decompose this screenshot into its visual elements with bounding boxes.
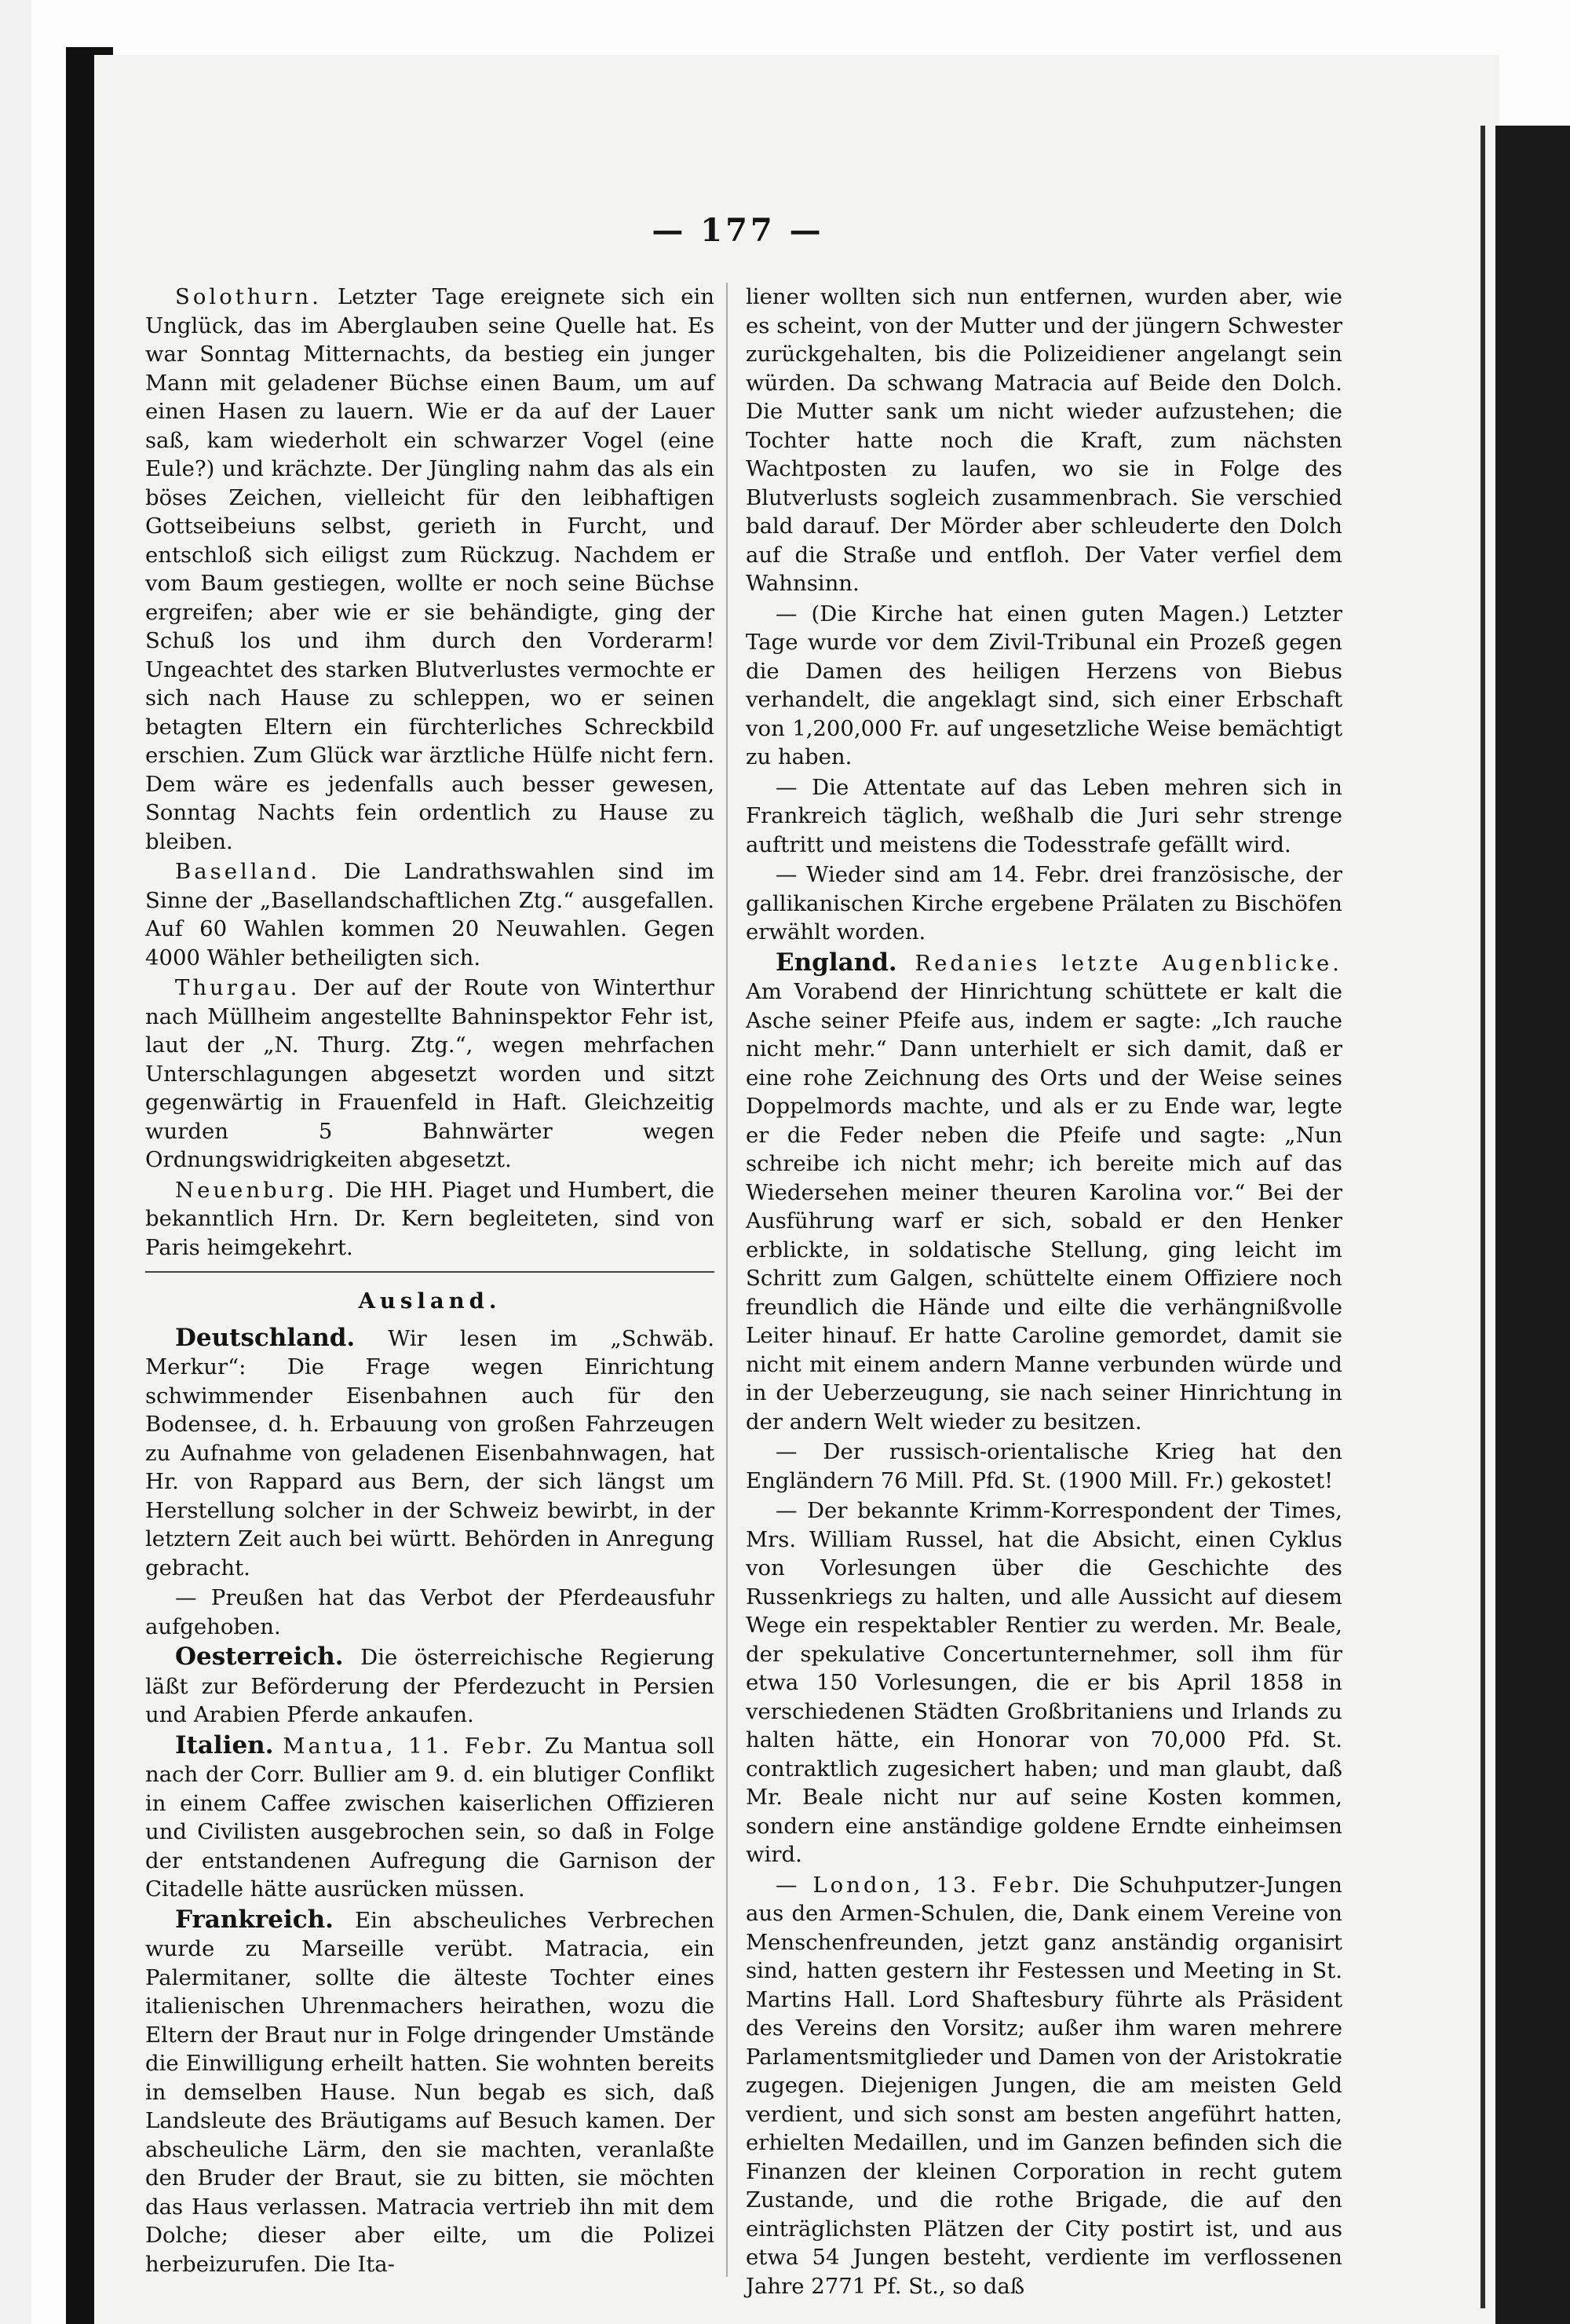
article-neuenburg xyxy=(145,1176,714,1262)
place-baselland: Baselland. xyxy=(175,859,321,884)
article-deutschland xyxy=(145,1324,714,1583)
article-oesterreich xyxy=(145,1643,714,1730)
text-deutschland: Wir lesen im „Schwäb. Merkur“: Die Frage wegen Einrichtung schwimmender Eisenbahnen auch für den Bodensee, d. h. Erbauung von großen Fahrzeugen zu Aufnahme von geladenen Eisenbahnwagen, hat Hr. von Rappard aus Bern, der sich längst um Herstellung solcher in der Schweiz bewirbt, in der letztern Zeit auch bei württ. Behörden in Anregung gebracht. xyxy=(145,1325,714,1580)
place-solothurn: Solothurn. xyxy=(175,284,322,309)
subhead-england: Redanies letzte Augenblicke. xyxy=(915,950,1342,976)
left-column xyxy=(145,283,714,2280)
text-neuenburg: Die HH. Piaget und Humbert, die bekanntlich Hrn. Dr. Kern begleiteten, sind von Paris heimgekehrt. xyxy=(145,1177,714,1260)
text-london: Die Schuhputzer-Jungen aus den Armen-Schulen, die, Dank einem Vereine von Menschenfreunden, jetzt ganz anständig organisirt sind, hatten gestern ihr Festessen und Meeting in St. Martins Hall. Lord Shaftesbury führte als Präsident des Vereins den Vorsitz; außer ihm waren mehrere Parlamentsmitglieder und Damen von der Aristokratie zugegen. Diejenigen Jungen, die am meisten Geld verdient, und sich sonst am besten angeführt hatten, erhielten Medaillen, und im Ganzen befinden sich die Finanzen der kleinen Corporation in recht gutem Zustande, und die rothe Brigade, die auf den einträglichsten Plätzen der City postirt ist, und aus etwa 54 Jungen besteht, verdiente im verflossenen Jahre 2771 Pf. St., so daß xyxy=(746,1872,1342,2299)
text-frankreich: Ein abscheuliches Verbrechen wurde zu Marseille verübt. Matracia, ein Palermitaner, sollte die älteste Tochter eines italienischen Uhrenmachers heirathen, wozu die Eltern der Braut nur in Folge dringender Umstände die Einwilligung erheilt hatten. Sie wohnten bereits in demselben Hause. Nun begab es sich, daß Landsleute des Bräutigams auf Besuch kamen. Der abscheuliche Lärm, den sie machten, veranlaßte den Bruder der Braut, sie zu bitten, sie möchten das Haus verlassen. Matracia vertrieb ihn mit dem Dolche; dieser aber eilte, um die Polizei herbeizurufen. Die Ita- xyxy=(145,1907,714,2277)
text-solothurn: Letzter Tage ereignete sich ein Unglück, das im Aberglauben seine Quelle hat. Es war Sonntag Mitternachts, da bestieg ein junger Mann mit geladener Büchse einen Baum, um auf einen Hasen zu lauern. Wie er da auf der Lauer saß, kam wiederholt ein schwarzer Vogel (eine Eule?) und krächzte. Der Jüngling nahm das als ein böses Zeichen, vielleicht für den leibhaftigen Gottseibeiuns selbst, gerieth in Furcht, und entschloß sich eiligst zum Rückzug. Nachdem er vom Baum gestiegen, wollte er noch seine Büchse ergreifen; aber wie er sie behändigte, ging der Schuß los und ihm durch den Vorderarm! Ungeachtet des starken Blutverlustes vermochte er sich nach Hause zu schleppen, wo er seinen betagten Eltern ein fürchterliches Schreckbild erschien. Zum Glück war ärztliche Hülfe nicht fern. Dem wäre es jedenfalls auch besser gewesen, Sonntag Nachts fein ordentlich zu Hause zu bleiben. xyxy=(145,284,714,854)
article-frankreich-cont: liener wollten sich nun entfernen, wurden aber, wie es scheint, von der Mutter und der jüngern Schwester zurückgehalten, bis die Polizeidiener angelangt sein würden. Da schwang Matracia auf Beide den Dolch. Die Mutter sank um nicht wieder aufzustehen; die Tochter hatte noch die Kraft, zum nächsten Wachtposten zu laufen, wo sie in Folge des Blutverlusts sogleich zusammenbrach. Sie verschied bald darauf. Der Mörder aber schleuderte den Dolch auf die Straße und entfloh. Der Vater verfiel dem Wahnsinn. xyxy=(746,284,1342,596)
article-kirche: — (Die Kirche hat einen guten Magen.) Letzter Tage wurde vor dem Zivil-Tribunal ein Prozeß gegen die Damen des heiligen Herzens von Biebus verhandelt, die angeklagt sind, sich einer Erbschaft von 1,200,000 Fr. auf ungesetzliche Weise bemächtigt zu haben. xyxy=(746,601,1342,769)
head-frankreich: Frankreich. xyxy=(175,1905,334,1934)
article-solothurn xyxy=(145,283,714,856)
place-thurgau: Thurgau. xyxy=(175,975,301,1000)
text-oesterreich: Die österreichische Regierung läßt zur Beförderung der Pferdezucht in Persien und Arabien Pferde ankaufen. xyxy=(145,1645,714,1727)
article-krimm: — Der bekannte Krimm-Korrespondent der Times, Mrs. William Russel, hat die Absicht, einen Cyklus von Vorlesungen über die Geschichte des Russenkriegs zu halten, und alle Aussicht auf diesem Wege ein respektabler Rentier zu werden. Mr. Beale, der spekulative Concertunternehmer, soll ihm für etwa 150 Vorlesungen, die er bis April 1858 in verschiedenen Städten Großbritaniens und Irlands zu halten hätte, ein Honorar von 70,000 Pfd. St. contraktlich zugesichert haben; und man glaubt, daß Mr. Beale nicht nur auf seine Kosten kommen, sondern eine anständige goldene Erndte einheimsen wird. xyxy=(746,1498,1342,1867)
left-margin xyxy=(0,0,31,2324)
text-england: Am Vorabend der Hinrichtung schüttete er kalt die Asche seiner Pfeife aus, indem er sagte: „Ich rauche nicht mehr.“ Dann unterhielt er sich damit, daß er eine rohe Zeichnung des Orts und der Weise seines Doppelmords machte, und als er zu Ende war, legte er die Feder neben die Pfeife und sagte: „Nun schreibe ich nicht mehr; ich bereite mich auf das Wiedersehen meiner theuren Karolina vor.“ Bei der Ausführung warf er sich, sobald er den Henker erblickte, in soldatische Stellung, ging leicht im Schritt zum Galgen, schüttelte einem Offiziere noch freundlich die Hände und eilte die verhängnißvolle Leiter hinauf. Er hatte Caroline gemordet, damit sie nicht mit einem andern Manne verbunden würde und in der Ueberzeugung, sie nach seiner Hinrichtung in der andern Welt wieder zu besitzen. xyxy=(746,979,1342,1434)
text-baselland: Die Landrathswahlen sind im Sinne der „Basellandschaftlichen Ztg.“ ausgefallen. Auf 60 Wahlen kommen 20 Neuwahlen. Gegen 4000 Wähler betheiligten sich. xyxy=(145,859,714,970)
right-column xyxy=(746,283,1342,2302)
page-edge-line xyxy=(1481,126,1485,2308)
article-preussen: — Preußen hat das Verbot der Pferdeausfuhr aufgehoben. xyxy=(145,1585,714,1639)
place-london: — London, 13. Febr. xyxy=(776,1872,1064,1898)
page-number: — 177 — xyxy=(652,212,824,249)
section-rule xyxy=(145,1271,714,1273)
article-frankreich xyxy=(145,1906,714,2279)
article-attentate: — Die Attentate auf das Leben mehren sich in Frankreich täglich, weßhalb die Juri sehr strenge auftritt und meistens die Todesstrafe gefällt wird. xyxy=(746,774,1342,857)
article-italien xyxy=(145,1731,714,1904)
head-deutschland: Deutschland. xyxy=(175,1323,356,1352)
head-italien: Italien. xyxy=(175,1730,274,1759)
article-baselland xyxy=(145,857,714,972)
place-mantua: Mantua, 11. Febr. xyxy=(283,1733,536,1759)
article-thurgau xyxy=(145,974,714,1175)
article-london xyxy=(746,1871,1342,2301)
article-england xyxy=(746,948,1342,1437)
section-title-ausland: Ausland. xyxy=(358,1288,502,1314)
book-edge xyxy=(1495,126,1570,2324)
column-divider xyxy=(726,283,728,2277)
text-thurgau: Der auf der Route von Winterthur nach Müllheim angestellte Bahninspektor Fehr ist, laut der „N. Thurg. Ztg.“, wegen mehrfachen Unterschlagungen abgesetzt worden und sitzt gegenwärtig in Frauenfeld in Haft. Gleichzeitig wurden 5 Bahnwärter wegen Ordnungswidrigkeiten abgesetzt. xyxy=(145,975,715,1172)
head-oesterreich: Oesterreich. xyxy=(175,1643,344,1671)
text-italien: Zu Mantua soll nach der Corr. Bullier am 9. d. ein blutiger Conflikt in einem Caffee zwischen kaiserlichen Offizieren und Civilisten ausgebrochen sein, so daß in Folge der entstandenen Aufregung die Garnison der Citadelle hätte ausrücken müssen. xyxy=(145,1733,715,1902)
head-england: England. xyxy=(776,948,897,977)
article-krieg: — Der russisch-orientalische Krieg hat den Engländern 76 Mill. Pfd. St. (1900 Mill. Fr.) gekostet! xyxy=(746,1439,1342,1493)
article-praelaten: — Wieder sind am 14. Febr. drei französische, der gallikanischen Kirche ergebene Prälaten zu Bischöfen erwählt worden. xyxy=(746,862,1342,945)
place-neuenburg: Neuenburg. xyxy=(175,1177,338,1203)
